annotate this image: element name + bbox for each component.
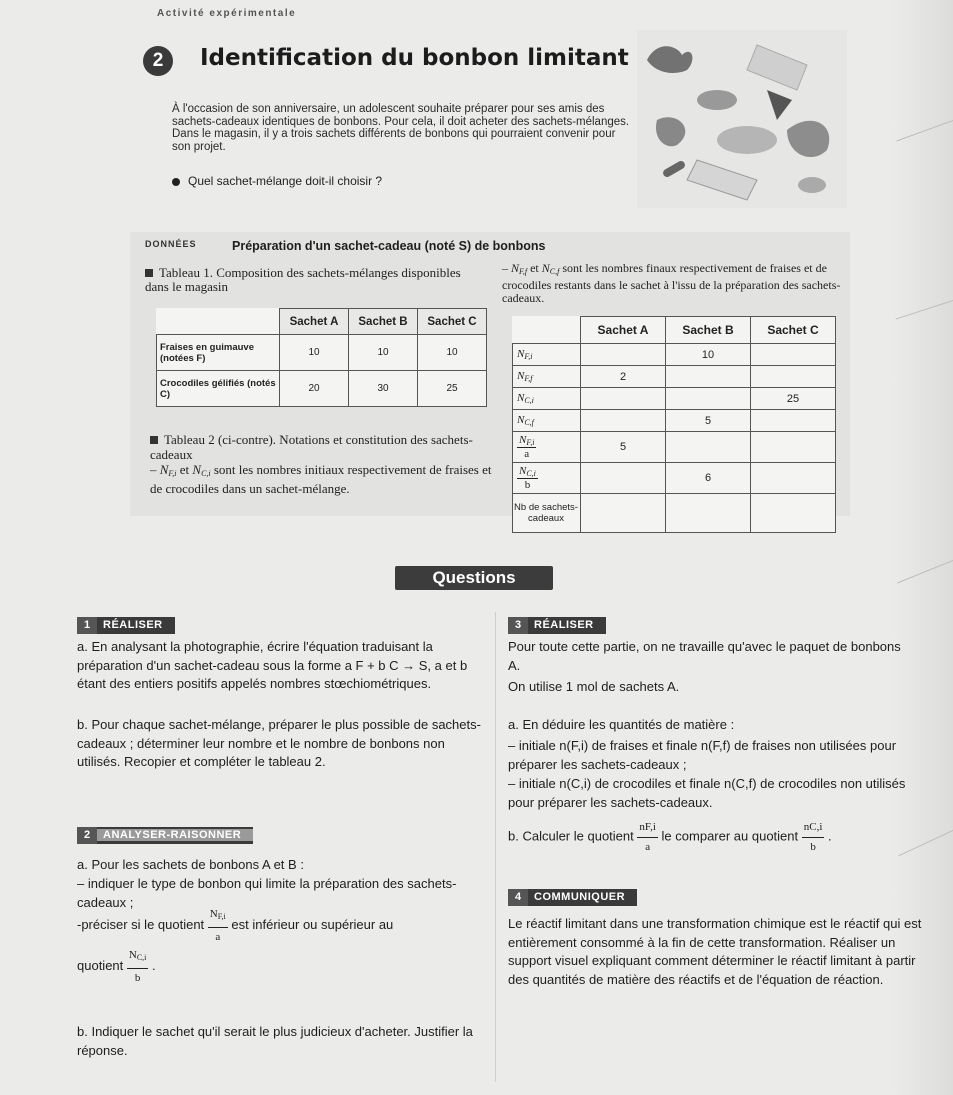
table2-cell: 6 — [666, 463, 751, 494]
table1 — [156, 308, 487, 407]
activity-label: Activité expérimentale — [157, 8, 297, 19]
q2-b: b. Indiquer le sachet qu'il serait le plus judicieux d'acheter. Justifier la réponse. — [77, 1024, 473, 1058]
main-question: Quel sachet-mélange doit-il choisir ? — [172, 174, 382, 188]
square-bullet-icon — [150, 436, 158, 444]
q3-intro1: Pour toute cette partie, on ne travaille qu'avec le paquet de bonbons A. — [508, 639, 901, 673]
table1-cell: 10 — [418, 335, 487, 371]
table2 — [512, 316, 836, 533]
activity-number: 2 — [143, 46, 173, 76]
q2-badge: 2 ANALYSER-RAISONNER — [77, 827, 253, 844]
page-title: Identification du bonbon limitant — [200, 45, 629, 71]
donnees-title: Préparation d'un sachet-cadeau (noté S) de bonbons — [232, 239, 546, 253]
table2-cell — [751, 432, 836, 463]
table1-cell: 10 — [349, 335, 418, 371]
table2-cell: 25 — [751, 388, 836, 410]
q3-badge: 3 RÉALISER — [508, 617, 606, 634]
table2-cell: 10 — [666, 344, 751, 366]
table2-cell: 5 — [581, 432, 666, 463]
table2-cell — [751, 344, 836, 366]
q3-a-title: a. En déduire les quantités de matière : — [508, 717, 735, 732]
table2-caption: Tableau 2 (ci-contre). Notations et constitution des sachets-cadeaux – $N_{F,i}$ et $N_{C,i}$ sont les nombres initiaux respectivement de fraises et de crocodiles dans un sachet-mélange. — [150, 432, 492, 496]
q1-a: a. En analysant la photographie, écrire l'équation traduisant la préparation d'un sachet-cadeau sous la forme a F + b C → S, a et b étant des entiers positifs appelés nombres stœchiométriques. — [77, 639, 468, 691]
table2-row-label: Nb de sachets-cadeaux — [513, 494, 581, 533]
table1-header: Sachet A — [280, 309, 349, 335]
table2-cell — [751, 494, 836, 533]
table2-cell — [581, 494, 666, 533]
table1-cell: 30 — [349, 371, 418, 407]
q1-badge: 1 RÉALISER — [77, 617, 175, 634]
column-divider — [495, 612, 496, 1082]
bullet-icon — [172, 178, 180, 186]
table2-cell — [581, 388, 666, 410]
table2-cell — [751, 410, 836, 432]
table1-header: Sachet B — [349, 309, 418, 335]
donnees-tag: DONNÉES — [145, 239, 197, 249]
q2-a-title: a. Pour les sachets de bonbons A et B : — [77, 857, 304, 872]
table2-cell — [666, 366, 751, 388]
table1-cell: 25 — [418, 371, 487, 407]
table2-cell: 2 — [581, 366, 666, 388]
table2-row-label: $N_{C,i}$ — [513, 388, 581, 410]
q3-a2: – initiale n(C,i) de crocodiles et finale n(C,f) de crocodiles non utilisés pour préparer les sachets-cadeaux. — [508, 776, 906, 810]
table1-row-label: Fraises en guimauve (notées F) — [157, 335, 280, 371]
table1-cell: 10 — [280, 335, 349, 371]
table2-row-label: $N_{F,i}$ — [513, 344, 581, 366]
intro-text: À l'occasion de son anniversaire, un adolescent souhaite préparer pour ses amis des sachets-cadeaux identiques de bonbons. Pour cela, il doit acheter des sachets-mélanges. Dans le magasin, il y a trois sachets différents de bonbons qui pourraient convenir pour son projet. — [172, 103, 630, 153]
questions-banner: Questions — [395, 566, 553, 590]
table2-cell — [581, 344, 666, 366]
square-bullet-icon — [145, 269, 153, 277]
table1-cell: 20 — [280, 371, 349, 407]
table2-cell — [666, 388, 751, 410]
q2-a2: -préciser si le quotient $\frac{N_{F,i}}{a}$ est inférieur ou supérieur au — [77, 905, 492, 946]
q2-a3: quotient $\frac{N_{C,i}}{b}$ . — [77, 946, 489, 987]
table2-cell — [581, 410, 666, 432]
table2-header: Sachet B — [666, 317, 751, 344]
table2-corner — [513, 317, 581, 344]
table2-row-label: $N_{C,f}$ — [513, 410, 581, 432]
table2-row-label: $\frac{N_{F,i}}{a}$ — [513, 432, 581, 463]
table1-caption: Tableau 1. Composition des sachets-mélanges disponibles dans le magasin — [145, 265, 461, 294]
table2-cell — [581, 463, 666, 494]
q3-intro2: On utilise 1 mol de sachets A. — [508, 679, 680, 694]
table2-header: Sachet A — [581, 317, 666, 344]
table1-row-label: Crocodiles gélifiés (notés C) — [157, 371, 280, 407]
table2-cell: 5 — [666, 410, 751, 432]
table2-header: Sachet C — [751, 317, 836, 344]
table2-cell — [666, 432, 751, 463]
table2-row-label: $\frac{N_{C,i}}{b}$ — [513, 463, 581, 494]
q3-b: b. Calculer le quotient $\frac{nF,i}{a}$ le comparer au quotient $\frac{nC,i}{b}$ . — [508, 818, 928, 856]
table1-corner — [157, 309, 280, 335]
table2-row-label: $N_{F,f}$ — [513, 366, 581, 388]
candy-photo — [637, 30, 847, 208]
q4-badge: 4 COMMUNIQUER — [508, 889, 637, 906]
table2-cell — [751, 366, 836, 388]
q2-a1: – indiquer le type de bonbon qui limite la préparation des sachets-cadeaux ; — [77, 876, 457, 910]
table2-cell — [751, 463, 836, 494]
table2-cell — [666, 494, 751, 533]
table1-header: Sachet C — [418, 309, 487, 335]
q1-b: b. Pour chaque sachet-mélange, préparer le plus possible de sachets-cadeaux ; déterminer leur nombre et le nombre de bonbons non utilisés. Recopier et compléter le tableau 2. — [77, 717, 481, 769]
q3-a1: – initiale n(F,i) de fraises et finale n(F,f) de fraises non utilisées pour préparer les sachets-cadeaux ; — [508, 738, 897, 772]
q4-text: Le réactif limitant dans une transformation chimique est le réactif qui est entièrement consommé à la fin de cette transformation. Réaliser un support visuel expliquant comment déterminer le réactif limitant à partir des quantités de matière des réactifs et de l'équation de réaction. — [508, 916, 922, 987]
table2-note-final: – $N_{F,f}$ et $N_{C,f}$ sont les nombres finaux respectivement de fraises et de crocodiles restants dans le sachet à l'issu de la préparation des sachets-cadeaux. — [502, 261, 841, 305]
